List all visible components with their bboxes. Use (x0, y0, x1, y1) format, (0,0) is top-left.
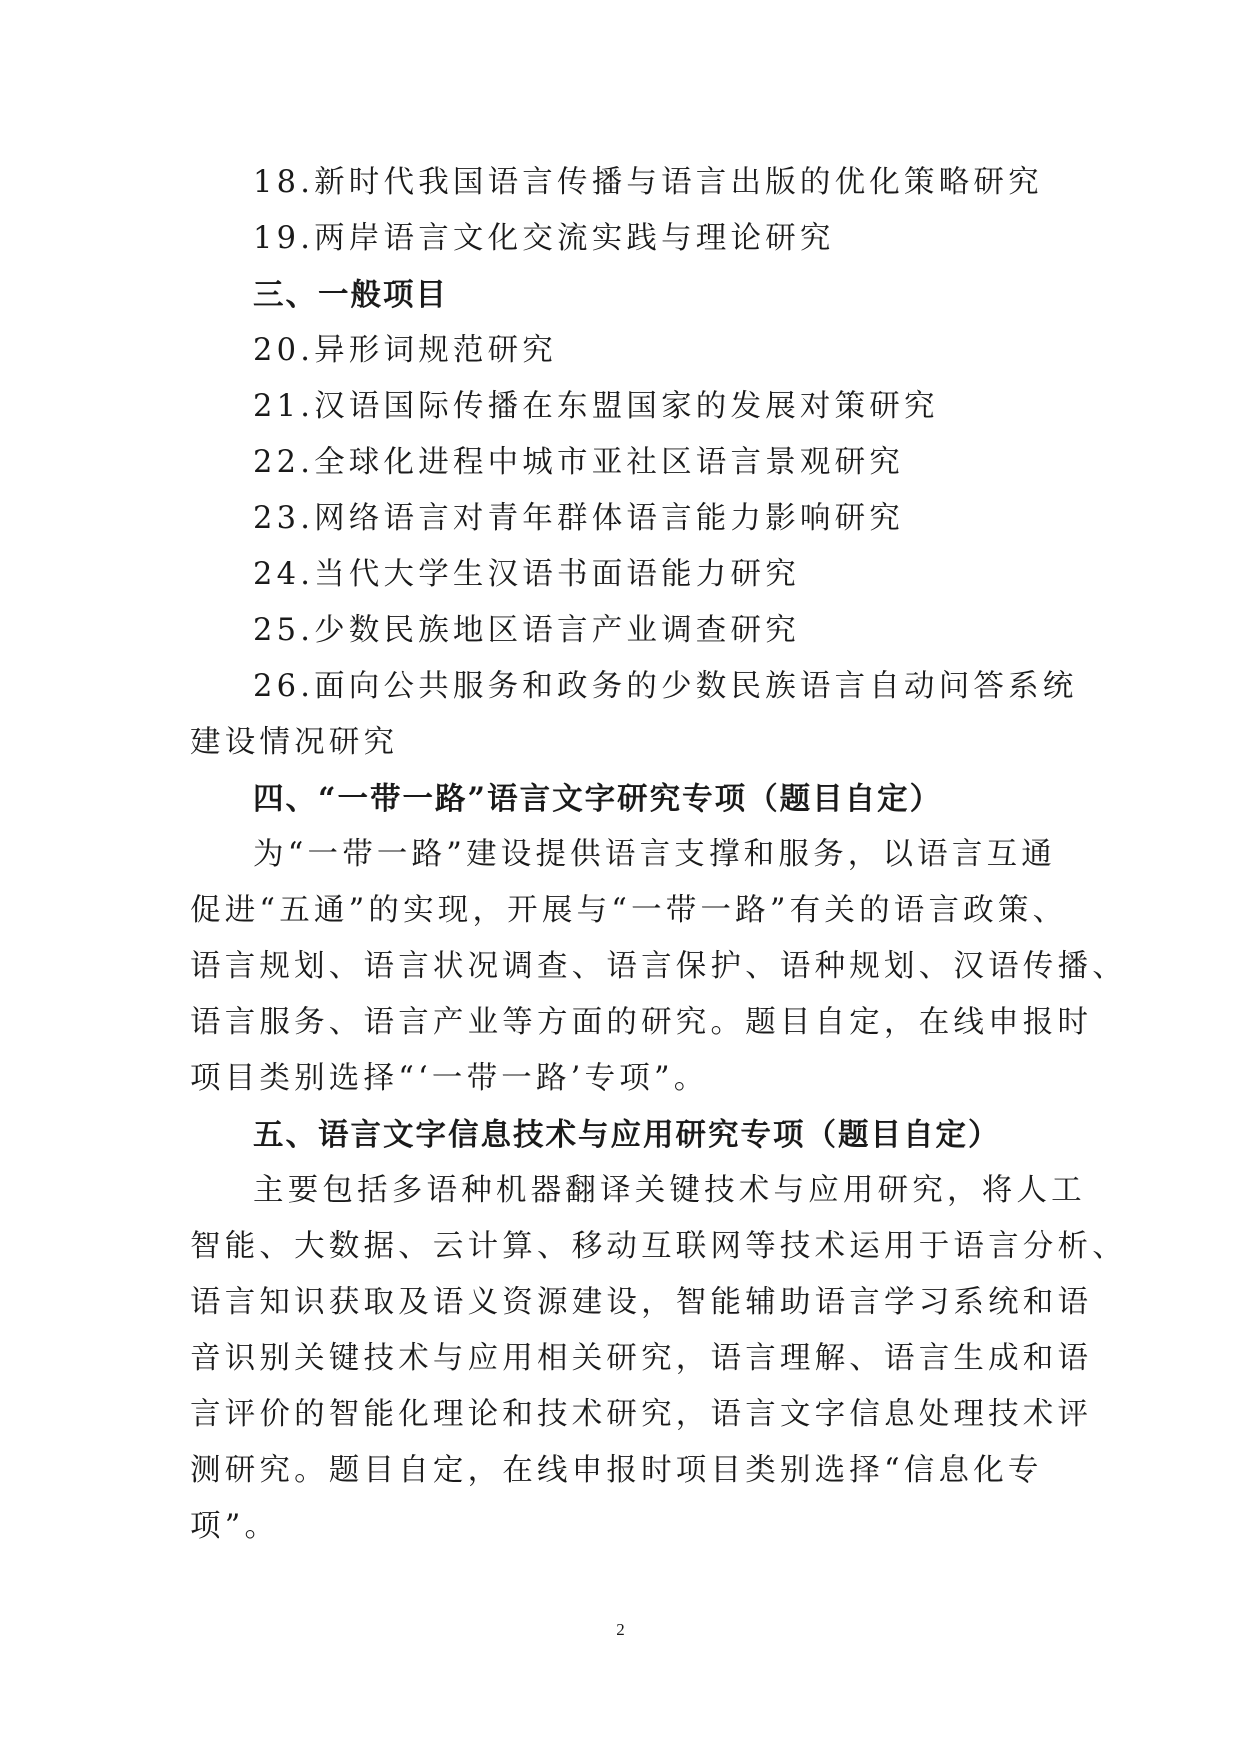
paragraph-line: 为“一带一路”建设提供语言支撑和服务，以语言互通 (253, 837, 1056, 872)
paragraph-line: 音识别关键技术与应用相关研究，语言理解、语言生成和语 (190, 1341, 1093, 1376)
paragraph-line: 语言知识获取及语义资源建设，智能辅助语言学习系统和语 (190, 1285, 1093, 1320)
paragraph-line: 促进“五通”的实现，开展与“一带一路”有关的语言政策、 (190, 893, 1068, 928)
paragraph-line: 言评价的智能化理论和技术研究，语言文字信息处理技术评 (190, 1397, 1093, 1432)
paragraph-line: 语言规划、语言状况调查、语言保护、语种规划、汉语传播、 (190, 949, 1127, 984)
page-content (190, 155, 1127, 1555)
list-item: 24.当代大学生汉语书面语能力研究 (253, 557, 800, 592)
paragraph-line: 语言服务、语言产业等方面的研究。题目自定，在线申报时 (190, 1005, 1093, 1040)
list-item: 25.少数民族地区语言产业调查研究 (253, 613, 800, 648)
list-item: 21.汉语国际传播在东盟国家的发展对策研究 (253, 389, 939, 424)
list-item: 23.网络语言对青年群体语言能力影响研究 (253, 501, 905, 536)
page-number: 2 (616, 1620, 625, 1639)
list-item: 19.两岸语言文化交流实践与理论研究 (253, 221, 835, 256)
list-item-continuation: 建设情况研究 (190, 725, 399, 760)
section-heading: 四、“一带一路”语言文字研究专项（题目自定） (253, 781, 943, 817)
list-item: 22.全球化进程中城市亚社区语言景观研究 (253, 445, 905, 480)
list-item: 26.面向公共服务和政务的少数民族语言自动问答系统 (253, 669, 1078, 704)
paragraph-line: 项”。 (190, 1509, 280, 1544)
list-item: 18.新时代我国语言传播与语言出版的优化策略研究 (253, 165, 1043, 200)
section-heading: 三、一般项目 (253, 277, 448, 313)
list-item: 20.异形词规范研究 (253, 333, 558, 368)
paragraph-line: 测研究。题目自定，在线申报时项目类别选择“信息化专 (190, 1453, 1043, 1488)
section-heading: 五、语言文字信息技术与应用研究专项（题目自定） (253, 1117, 1001, 1153)
paragraph-line: 主要包括多语种机器翻译关键技术与应用研究，将人工 (253, 1173, 1086, 1208)
paragraph-line: 项目类别选择“‘一带一路’专项”。 (190, 1061, 709, 1096)
paragraph-line: 智能、大数据、云计算、移动互联网等技术运用于语言分析、 (190, 1229, 1127, 1264)
